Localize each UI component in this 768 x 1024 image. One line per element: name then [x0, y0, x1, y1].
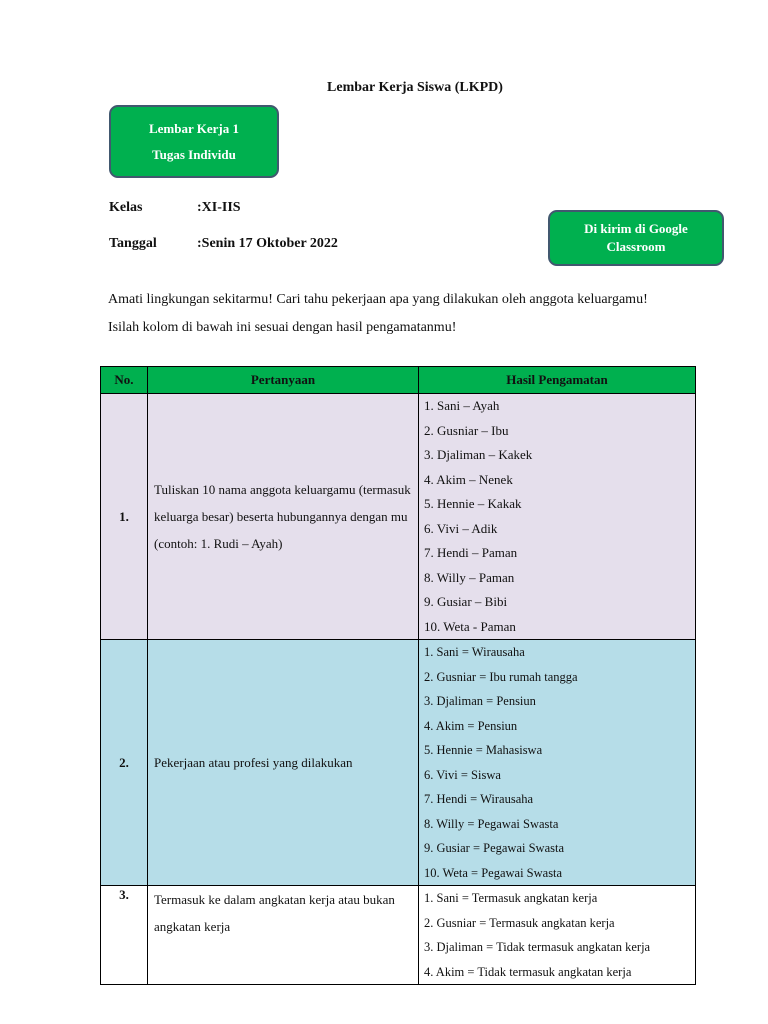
worksheet-badge-title: Lembar Kerja 1 — [148, 120, 240, 136]
answer-item: 9. Gusiar – Bibi — [424, 594, 508, 609]
date-info — [109, 236, 338, 252]
table-row — [101, 886, 696, 985]
answer-item: 3. Djaliman = Tidak termasuk angkatan kerja — [424, 940, 651, 954]
answer-item: 7. Hendi – Paman — [424, 545, 518, 560]
worksheet-badge — [109, 105, 279, 178]
page-title: Lembar Kerja Siswa (LKPD) — [327, 80, 503, 95]
answer-item: 2. Gusniar = Ibu rumah tangga — [424, 669, 578, 684]
answer-item: 5. Hennie = Mahasiswa — [424, 743, 543, 757]
row-answers — [419, 394, 696, 640]
answer-item: 8. Willy – Paman — [424, 569, 515, 585]
header-result: Hasil Pengamatan — [419, 367, 696, 394]
table-row — [101, 640, 696, 886]
submission-badge — [548, 210, 724, 266]
class-value: :XI-IIS — [197, 200, 241, 215]
answer-item: 6. Vivi – Adik — [424, 520, 498, 536]
row-question: Termasuk ke dalam angkatan kerja atau bukan angkatan kerja — [148, 886, 419, 985]
answer-item: 10. Weta - Paman — [424, 618, 516, 634]
row-number: 1. — [101, 394, 148, 640]
answer-item: 4. Akim – Nenek — [424, 471, 513, 487]
class-info — [109, 200, 241, 216]
answer-item: 6. Vivi = Siswa — [424, 767, 501, 782]
header-no: No. — [101, 367, 148, 394]
answer-item: 1. Sani = Termasuk angkatan kerja — [424, 891, 598, 905]
answer-item: 5. Hennie – Kakak — [424, 496, 522, 511]
row-question: Tuliskan 10 nama anggota keluargamu (termasuk keluarga besar) beserta hubungannya dengan mu (contoh: 1. Rudi – Ayah) — [148, 394, 419, 640]
instruction-line-1: Amati lingkungan sekitarmu! Cari tahu pekerjaan apa yang dilakukan oleh anggota keluargamu! — [108, 292, 648, 307]
row-number: 2. — [101, 640, 148, 886]
answer-item: 1. Sani = Wirausaha — [424, 645, 525, 659]
answer-item: 2. Gusniar = Termasuk angkatan kerja — [424, 915, 615, 930]
table-header-row — [101, 367, 696, 394]
date-value: :Senin 17 Oktober 2022 — [197, 236, 338, 251]
row-answers — [419, 640, 696, 886]
answer-item: 1. Sani – Ayah — [424, 398, 500, 413]
answer-item: 2. Gusniar – Ibu — [424, 422, 509, 438]
class-label: Kelas — [109, 200, 143, 215]
header-question: Pertanyaan — [148, 367, 419, 394]
answer-item: 4. Akim = Pensiun — [424, 718, 518, 733]
date-label: Tanggal — [109, 236, 157, 251]
answer-item: 10. Weta = Pegawai Swasta — [424, 865, 563, 880]
answer-item: 3. Djaliman = Pensiun — [424, 694, 536, 708]
submission-badge-line1: Di kirim di Google — [584, 221, 688, 236]
worksheet-badge-subtitle: Tugas Individu — [152, 146, 236, 162]
answer-item: 8. Willy = Pegawai Swasta — [424, 816, 559, 831]
instruction-line-2: Isilah kolom di bawah ini sesuai dengan hasil pengamatanmu! — [108, 320, 457, 335]
answer-item: 3. Djaliman – Kakek — [424, 447, 533, 462]
row-number: 3. — [101, 886, 148, 985]
observation-table — [100, 366, 696, 985]
answer-item: 7. Hendi = Wirausaha — [424, 792, 534, 806]
instructions — [108, 286, 728, 342]
submission-badge-line2: Classroom — [606, 239, 666, 254]
answer-item: 9. Gusiar = Pegawai Swasta — [424, 841, 565, 855]
answer-item: 4. Akim = Tidak termasuk angkatan kerja — [424, 964, 632, 979]
table-row — [101, 394, 696, 640]
row-question: Pekerjaan atau profesi yang dilakukan — [148, 640, 419, 886]
row-answers — [419, 886, 696, 985]
